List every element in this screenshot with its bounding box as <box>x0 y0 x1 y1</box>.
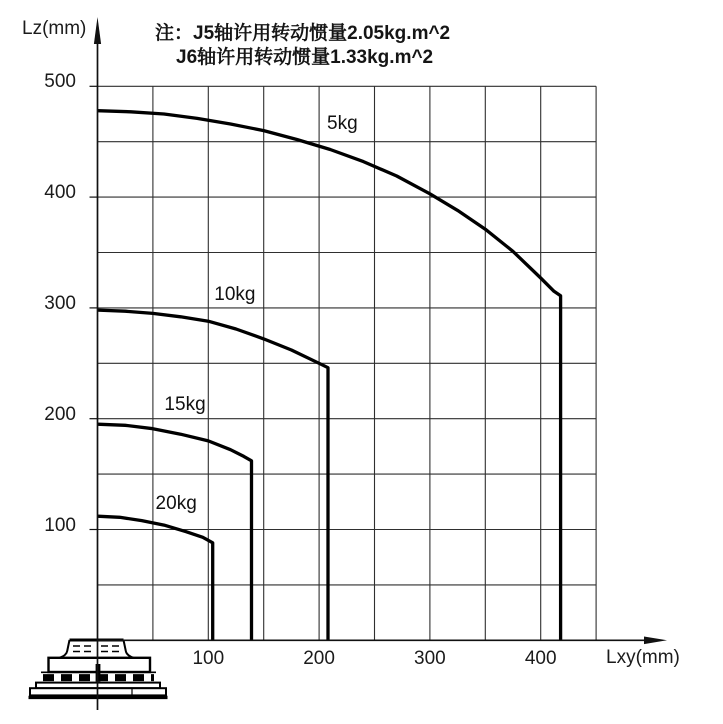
y-tick-label: 400 <box>44 182 76 204</box>
note-annotation <box>155 22 450 70</box>
grid-and-curves <box>98 86 597 640</box>
y-tick-label: 500 <box>44 71 76 93</box>
x-tick-label: 100 <box>192 648 225 669</box>
curve-label-10kg: 10kg <box>214 283 256 305</box>
y-tick-label: 100 <box>44 514 76 536</box>
y-tick-label: 200 <box>44 403 76 425</box>
curve-label-5kg: 5kg <box>327 112 358 134</box>
x-tick-label: 300 <box>414 648 446 669</box>
y-axis-title: Lz(mm) <box>22 18 87 39</box>
x-axis-title: Lxy(mm) <box>606 647 680 668</box>
note-line-2: J6轴许用转动惯量1.33kg.m^2 <box>176 47 434 68</box>
x-tick-label: 400 <box>524 648 557 669</box>
hidden-lines <box>73 646 120 652</box>
curve-label-15kg: 15kg <box>164 394 206 416</box>
note-line-1: 注：J5轴许用转动惯量2.05kg.m^2 <box>155 23 451 44</box>
curve-label-20kg: 20kg <box>155 493 197 515</box>
x-axis-arrow <box>644 637 667 645</box>
curve-15kg <box>98 424 252 640</box>
y-tick-label: 300 <box>44 292 76 314</box>
curve-20kg <box>98 516 213 640</box>
y-axis-arrow <box>94 17 101 44</box>
x-tick-label: 200 <box>303 648 335 669</box>
